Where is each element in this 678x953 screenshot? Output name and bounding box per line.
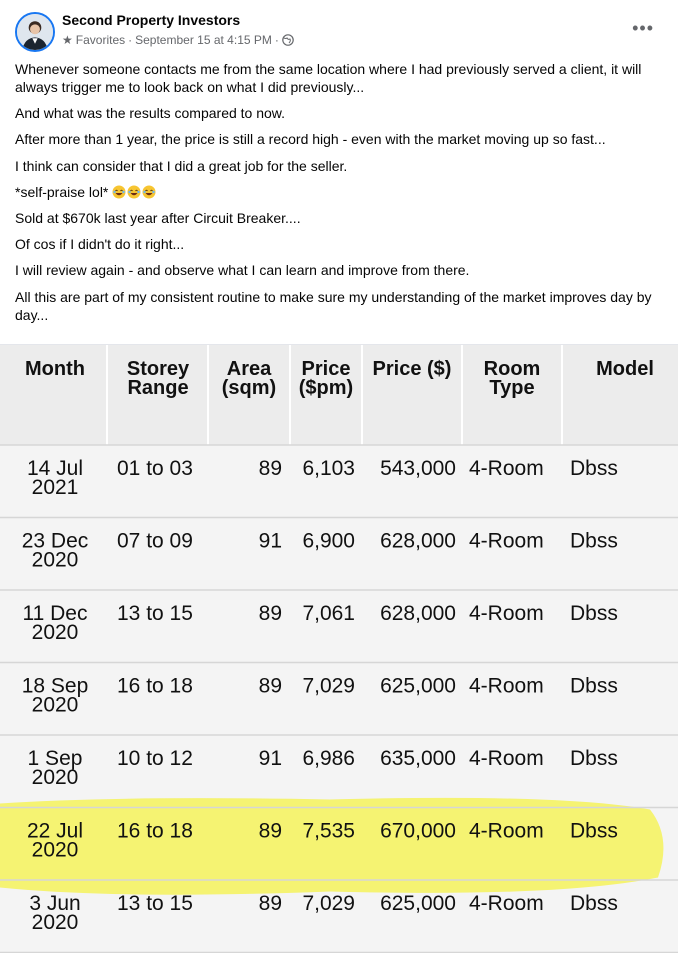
cell-price: 543,000	[380, 457, 456, 480]
table-header-cell: (sqm)	[221, 377, 277, 399]
post-image-transaction-table[interactable]	[0, 344, 678, 953]
laughing-emoji-icon	[112, 184, 157, 200]
cell-room-type: 4-Room	[469, 457, 544, 480]
cell-storey-range: 13 to 15	[117, 602, 193, 625]
post-paragraph: After more than 1 year, the price is still a record high - even with the market moving up so fast...	[15, 131, 606, 148]
cell-area: 91	[258, 747, 282, 770]
cell-month: 22 Jul	[26, 819, 84, 843]
post-paragraph: I think can consider that I did a great job for the seller.	[15, 157, 348, 174]
cell-month: 2020	[31, 911, 79, 934]
favorites-label[interactable]: Favorites	[75, 33, 126, 47]
table-header-cell: Storey	[126, 358, 190, 380]
cell-room-type: 4-Room	[469, 819, 544, 843]
cell-model: Dbss	[570, 892, 618, 915]
cell-storey-range: 07 to 09	[117, 529, 193, 553]
meta-separator: ·	[128, 33, 133, 47]
table-header-cell: Range	[127, 377, 189, 399]
post-header	[0, 0, 678, 58]
page-avatar[interactable]	[15, 12, 55, 52]
cell-area: 89	[258, 674, 282, 698]
post-paragraph: Whenever someone contacts me from the same location where I had previously served a client, it will always trigger me to look back on what I did previously...	[15, 61, 642, 95]
cell-price-psm: 6,103	[302, 457, 355, 480]
cell-model: Dbss	[570, 529, 618, 553]
cell-price: 628,000	[380, 529, 456, 553]
post-paragraph: Of cos if I didn't do it right...	[15, 236, 185, 253]
table-row-bg	[0, 663, 678, 736]
cell-price: 670,000	[380, 819, 456, 843]
cell-area: 89	[258, 819, 282, 843]
more-options-button[interactable]: •••	[632, 18, 654, 38]
cell-price-psm: 7,029	[302, 892, 355, 915]
post-paragraph: All this are part of my consistent routine to make sure my understanding of the market improves day by day...	[15, 288, 652, 323]
cell-storey-range: 16 to 18	[117, 674, 193, 698]
cell-month: 2020	[31, 766, 79, 789]
table-row-bg	[0, 445, 678, 518]
cell-area: 89	[258, 457, 282, 480]
cell-month: 18 Sep	[21, 674, 89, 698]
cell-model: Dbss	[570, 674, 618, 698]
globe-icon[interactable]	[282, 34, 294, 46]
transaction-table	[0, 345, 678, 953]
cell-month: 2020	[31, 693, 79, 717]
post-paragraph-emoji	[15, 183, 663, 201]
table-header-cell: Room	[483, 358, 541, 380]
cell-month: 2020	[31, 621, 79, 644]
table-header-cell: Month	[25, 358, 85, 380]
cell-model: Dbss	[570, 602, 618, 625]
table-header-cell: Price ($)	[372, 358, 452, 380]
cell-month: 3 Jun	[29, 892, 81, 915]
table-header-cell: Type	[489, 377, 535, 399]
cell-price: 625,000	[380, 892, 456, 915]
cell-room-type: 4-Room	[469, 747, 544, 770]
cell-price: 635,000	[380, 747, 456, 770]
cell-room-type: 4-Room	[469, 529, 544, 553]
post-paragraph-text: *self-praise lol*	[15, 183, 109, 200]
cell-area: 89	[258, 602, 282, 625]
post-body	[15, 60, 663, 332]
cell-model: Dbss	[570, 457, 618, 480]
cell-month: 2021	[31, 476, 79, 499]
cell-storey-range: 13 to 15	[117, 892, 193, 915]
meta-separator: ·	[274, 33, 279, 47]
cell-month: 23 Dec	[21, 529, 89, 553]
table-header-cell: Area	[226, 358, 272, 380]
cell-price: 628,000	[380, 602, 456, 625]
cell-room-type: 4-Room	[469, 892, 544, 915]
page-name-link[interactable]: Second Property Investors	[62, 12, 241, 28]
cell-price-psm: 6,986	[302, 747, 355, 770]
table-row-bg	[0, 518, 678, 591]
table-row-bg	[0, 590, 678, 663]
cell-month: 14 Jul	[26, 457, 84, 480]
cell-area: 91	[258, 529, 282, 553]
post-paragraph: And what was the results compared to now.	[15, 105, 286, 122]
post-timestamp[interactable]: September 15 at 4:15 PM	[135, 33, 272, 47]
star-icon: ★	[62, 33, 73, 47]
table-header-cell: Model	[596, 358, 654, 380]
table-header-cell: ($pm)	[298, 377, 354, 399]
cell-storey-range: 16 to 18	[117, 819, 193, 843]
table-row-bg	[0, 735, 678, 808]
cell-storey-range: 01 to 03	[117, 457, 193, 480]
cell-area: 89	[258, 892, 282, 915]
cell-model: Dbss	[570, 819, 618, 843]
post-meta	[62, 33, 294, 47]
cell-price-psm: 7,029	[302, 674, 355, 698]
post-paragraph: Sold at $670k last year after Circuit Breaker....	[15, 209, 301, 226]
cell-room-type: 4-Room	[469, 602, 544, 625]
cell-price-psm: 7,061	[302, 602, 355, 625]
cell-month: 11 Dec	[22, 602, 88, 625]
post-paragraph: I will review again - and observe what I can learn and improve from there.	[15, 262, 470, 279]
cell-room-type: 4-Room	[469, 674, 544, 698]
cell-storey-range: 10 to 12	[117, 747, 193, 770]
cell-price-psm: 6,900	[302, 529, 355, 553]
cell-model: Dbss	[570, 747, 618, 770]
cell-month: 2020	[31, 548, 79, 572]
cell-price: 625,000	[380, 674, 456, 698]
cell-month: 2020	[31, 838, 79, 862]
cell-price-psm: 7,535	[302, 819, 355, 843]
cell-month: 1 Sep	[27, 747, 83, 770]
table-header-cell: Price	[301, 358, 351, 380]
